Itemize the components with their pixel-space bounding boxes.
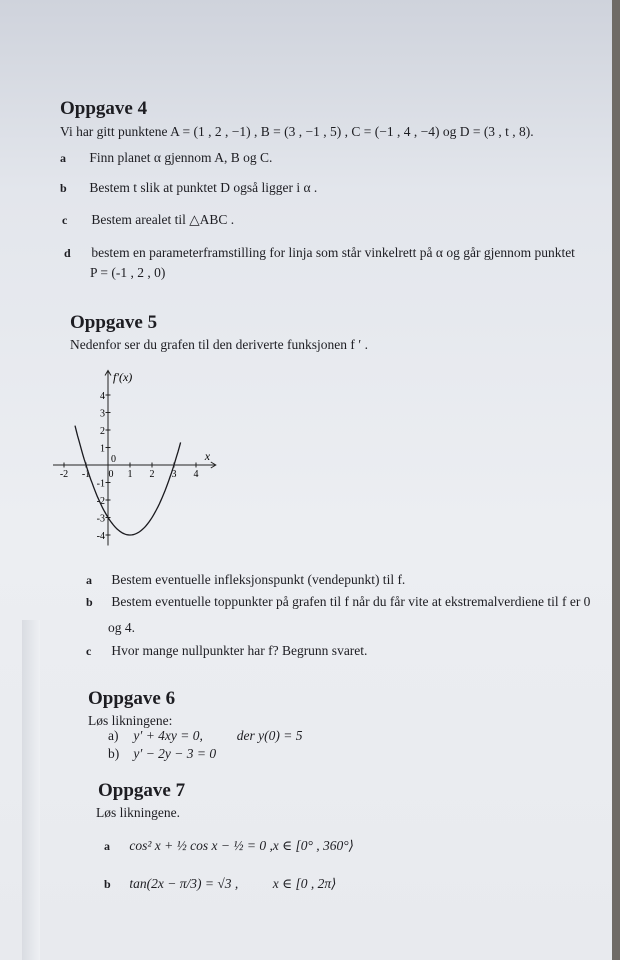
oppgave-4d-text-line1: bestem en parameterframstilling for linja som står vinkelrett på α og går gjennom punktet (91, 245, 575, 260)
oppgave-5b-text-line1: Bestem eventuelle toppunkter på grafen til f når du får vite at ekstremalverdiene til f er 0 (111, 594, 591, 609)
oppgave-4a-label: a (60, 151, 66, 165)
y-tick-label: 3 (100, 408, 105, 420)
oppgave-7a-domain: x ∈ [0° , 360°⟩ (272, 838, 354, 853)
oppgave-5-intro: Nedenfor ser du grafen til den deriverte funksjonen f ′ . (70, 337, 368, 352)
oppgave-5c-text: Hvor mange nullpunkter har f? Begrunn svaret. (111, 643, 368, 658)
oppgave-7b-equation: tan(2x − π/3) = √3 , (129, 876, 239, 891)
oppgave-6a-equation: y′ + 4xy = 0, (133, 728, 203, 743)
y-tick-label: -4 (96, 531, 105, 542)
y-axis-label: f′(x) (113, 370, 133, 384)
paper-edge (22, 620, 40, 960)
oppgave-5c-label: c (86, 644, 92, 658)
oppgave-6a-condition: der y(0) = 5 (236, 728, 303, 743)
oppgave-4a-text: Finn planet α gjennom A, B og C. (89, 150, 273, 165)
oppgave-5b-text-line2: og 4. (108, 620, 135, 635)
graph-tick-labels (60, 391, 199, 542)
oppgave-4d-label: d (64, 246, 71, 260)
oppgave-5a-text: Bestem eventuelle infleksjonspunkt (vendepunkt) til f. (111, 572, 406, 587)
oppgave-6b-equation: y′ − 2y − 3 = 0 (133, 746, 217, 761)
oppgave-5a-label: a (86, 573, 92, 587)
x-tick-label: 0 (108, 469, 114, 480)
oppgave-6a-label: a) (108, 728, 119, 743)
y-tick-label: 2 (100, 426, 105, 437)
derivative-graph (59, 365, 223, 550)
y-tick-label: -1 (96, 478, 105, 490)
oppgave-4 (60, 98, 147, 120)
oppgave-7a-equation: cos² x + ½ cos x − ½ = 0 , (129, 838, 273, 853)
x-tick-label: 3 (171, 469, 177, 480)
x-tick-label: 1 (127, 469, 133, 480)
oppgave-4d-text-line2: P = (-1 , 2 , 0) (90, 265, 166, 280)
oppgave-4c-text: Bestem arealet til △ABC . (91, 212, 235, 227)
oppgave-4b-text: Bestem t slik at punktet D også ligger i α . (89, 180, 318, 195)
oppgave-6-intro: Løs likningene: (88, 713, 173, 728)
oppgave-6-title: Oppgave 6 (88, 688, 176, 709)
y-tick-label: -2 (96, 496, 105, 507)
y-tick-label: 4 (100, 391, 105, 402)
y-tick-label: 0 (111, 454, 116, 465)
x-axis-label: x (204, 449, 211, 463)
oppgave-5-title: Oppgave 5 (70, 312, 158, 333)
y-tick-label: -3 (96, 513, 105, 525)
oppgave-4-title: Oppgave 4 (60, 98, 148, 119)
y-tick-label: 1 (100, 443, 105, 455)
graph-axes (53, 371, 216, 546)
oppgave-7-intro: Løs likningene. (96, 805, 180, 820)
graph-curve (75, 426, 181, 535)
oppgave-4-intro: Vi har gitt punktene A = (1 , 2 , −1) , B = (3 , −1 , 5) , C = (−1 , 4 , −4) og D = (3 , t , 8). (60, 124, 534, 139)
oppgave-4b-label: b (60, 181, 67, 195)
oppgave-5b-label: b (86, 595, 93, 609)
oppgave-7a-label: a (104, 839, 110, 853)
x-tick-label: -2 (59, 469, 69, 480)
oppgave-4c-label: c (62, 213, 68, 227)
oppgave-7b-label: b (104, 877, 111, 891)
x-tick-label: -1 (81, 469, 91, 480)
derivative-curve (75, 426, 181, 535)
x-tick-label: 2 (149, 469, 155, 480)
x-tick-label: 4 (193, 469, 199, 480)
oppgave-7-title: Oppgave 7 (98, 780, 186, 801)
oppgave-7b-domain: x ∈ [0 , 2π⟩ (272, 876, 337, 891)
oppgave-6b-label: b) (108, 746, 120, 761)
